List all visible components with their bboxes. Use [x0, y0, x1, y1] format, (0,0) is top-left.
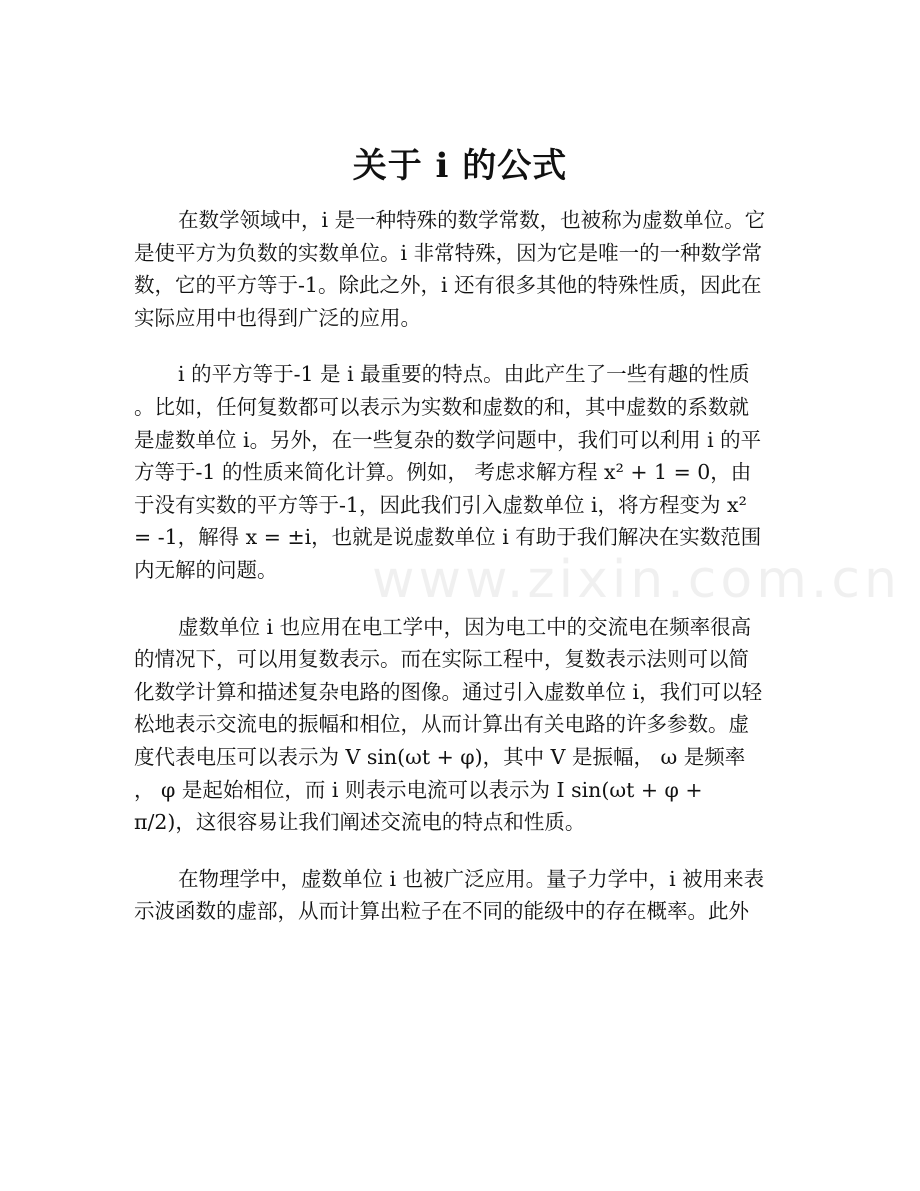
- paragraph-line: 是使平方为负数的实数单位。i 非常特殊，因为它是唯一的一种数学常: [134, 240, 763, 265]
- watermark: www.zixin.com.cn: [372, 550, 901, 610]
- paragraph-line: ， φ 是起始相位，而 i 则表示电流可以表示为 I sin(ωt + φ +: [134, 777, 703, 802]
- paragraph-line: 数，它的平方等于-1。除此之外，i 还有很多其他的特殊性质，因此在: [134, 273, 762, 298]
- paragraph-line: 的情况下，可以用复数表示。而在实际工程中，复数表示法则可以简: [134, 647, 749, 672]
- paragraph-line: 虚数单位 i 也应用在电工学中，因为电工中的交流电在频率很高: [178, 614, 752, 639]
- paragraph-1: [134, 204, 786, 334]
- paragraph-line: 方等于-1 的性质来简化计算。例如， 考虑求解方程 x² + 1 = 0，由: [134, 460, 752, 485]
- paragraph-line: 。比如，任何复数都可以表示为实数和虚数的和，其中虚数的系数就: [134, 394, 749, 419]
- paragraph-line: 度代表电压可以表示为 V sin(ωt + φ)，其中 V 是振幅， ω 是频率: [134, 744, 746, 769]
- paragraph-line: 示波函数的虚部，从而计算出粒子在不同的能级中的存在概率。此外: [134, 899, 749, 924]
- document-title: 关于 i 的公式: [352, 146, 568, 186]
- paragraph-line: 实际应用中也得到广泛的应用。: [134, 305, 421, 330]
- paragraph-line: 于没有实数的平方等于-1，因此我们引入虚数单位 i，将方程变为 x²: [134, 492, 747, 517]
- paragraph-line: 松地表示交流电的振幅和相位，从而计算出有关电路的许多参数。虚: [134, 712, 749, 737]
- paragraph-line: 内无解的问题。: [134, 557, 278, 582]
- paragraph-line: 是虚数单位 i。另外，在一些复杂的数学问题中，我们可以利用 i 的平: [134, 427, 762, 452]
- paragraph-3: [134, 611, 786, 839]
- document-body: [134, 204, 786, 952]
- paragraph-4: [134, 863, 786, 928]
- paragraph-line: 在数学领域中，i 是一种特殊的数学常数，也被称为虚数单位。它: [178, 208, 766, 232]
- paragraph-line: = -1，解得 x = ±i，也就是说虚数单位 i 有助于我们解决在实数范围: [134, 525, 762, 550]
- paragraph-line: 在物理学中，虚数单位 i 也被广泛应用。量子力学中，i 被用来表: [178, 866, 765, 891]
- paragraph-line: i 的平方等于-1 是 i 最重要的特点。由此产生了一些有趣的性质: [178, 362, 750, 387]
- paragraph-line: π/2)，这很容易让我们阐述交流电的特点和性质。: [134, 810, 586, 835]
- paragraph-line: 化数学计算和描述复杂电路的图像。通过引入虚数单位 i，我们可以轻: [134, 679, 763, 704]
- paragraph-2: [134, 358, 786, 586]
